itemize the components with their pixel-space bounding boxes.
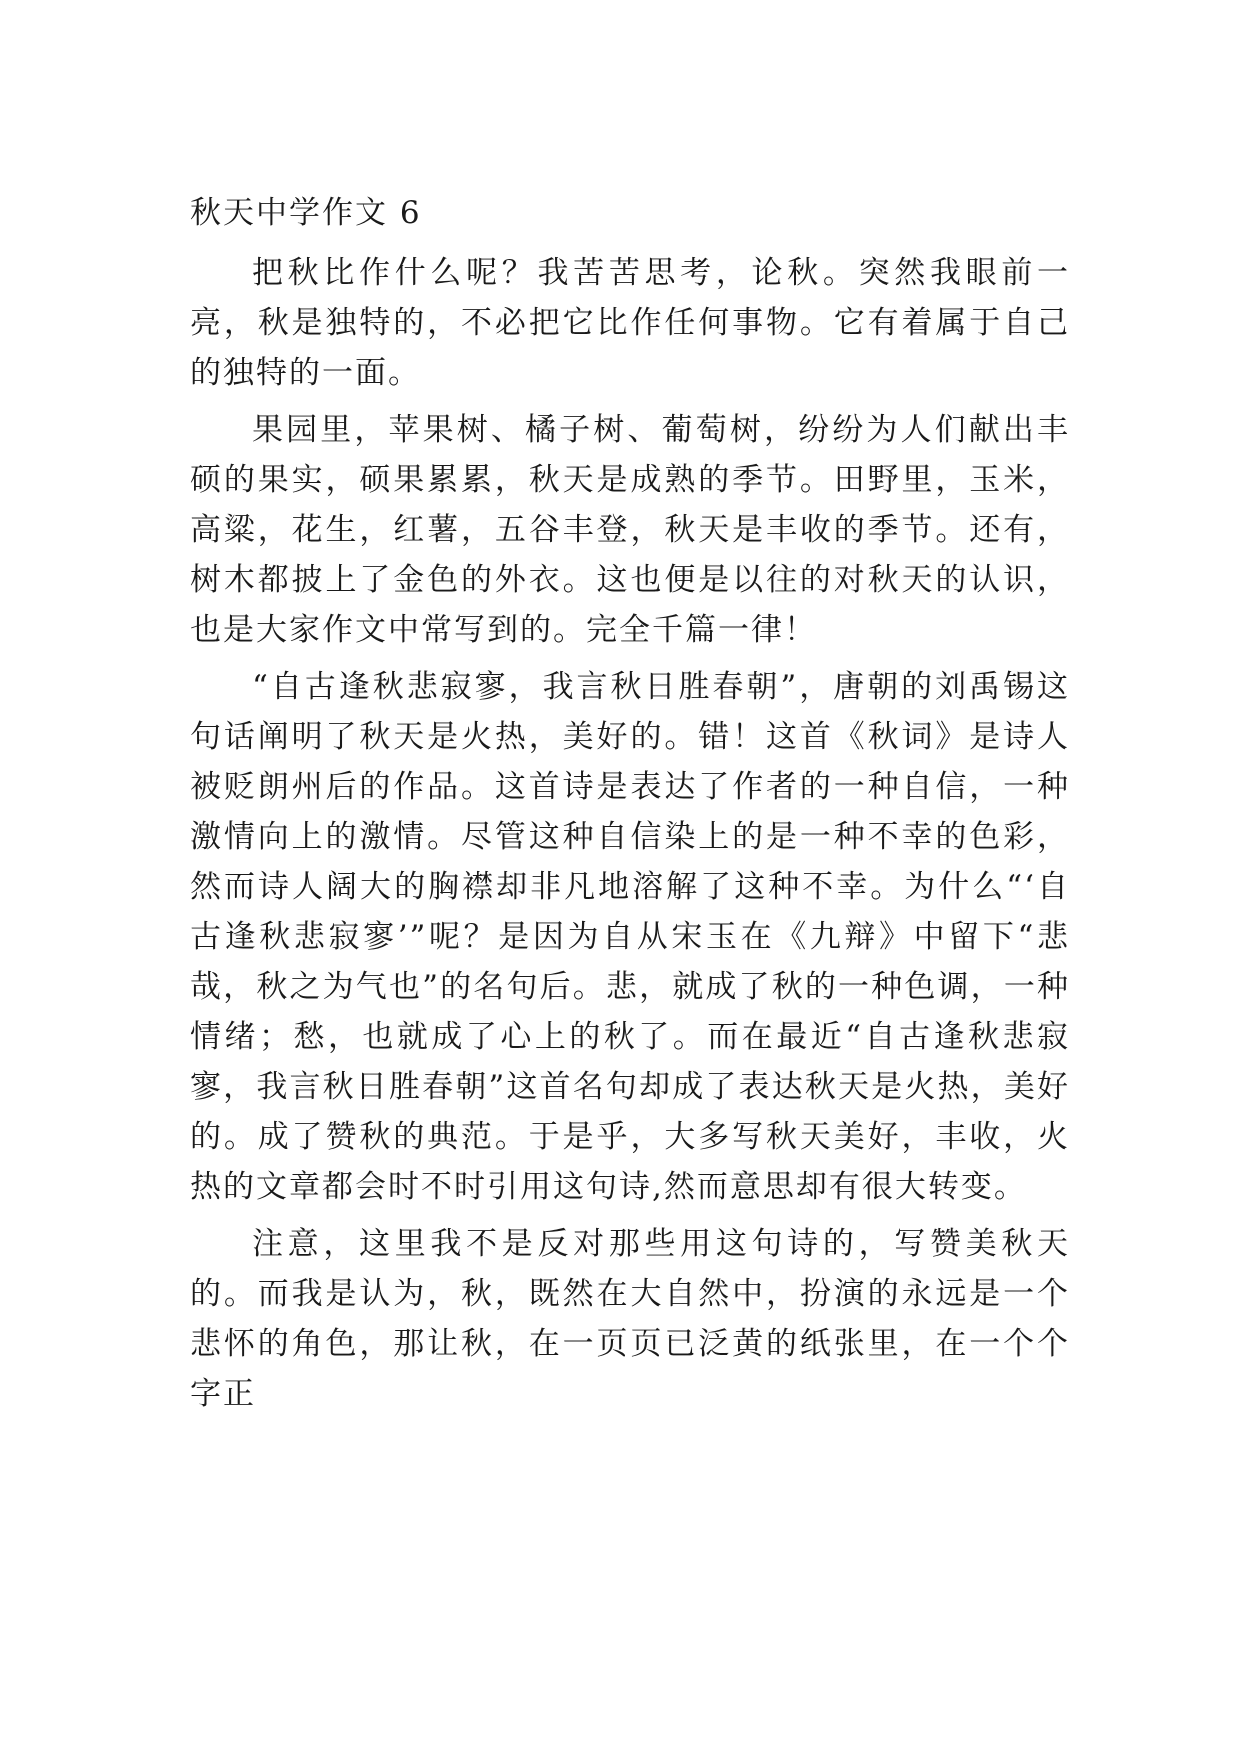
document-page [190, 196, 1070, 1426]
paragraph-4: 注意，这里我不是反对那些用这句诗的，写赞美秋天的。而我是认为，秋，既然在大自然中，扮演的永远是一个悲怀的角色，那让秋，在一页页已泛黄的纸张里，在一个个字正 [190, 1226, 1070, 1412]
paragraph-1: 把秋比作什么呢？我苦苦思考，论秋。突然我眼前一亮，秋是独特的，不必把它比作任何事物。它有着属于自己的独特的一面。 [190, 255, 1070, 391]
paragraph-3: “自古逢秋悲寂寥，我言秋日胜春朝”，唐朝的刘禹锡这句话阐明了秋天是火热，美好的。错！这首《秋词》是诗人被贬朗州后的作品。这首诗是表达了作者的一种自信，一种激情向上的激情。尽管这种自信染上的是一种不幸的色彩，然而诗人阔大的胸襟却非凡地溶解了这种不幸。为什么“‘自古逢秋悲寂寥’”呢？是因为自从宋玉在《九辩》中留下“悲哉，秋之为气也”的名句后。悲，就成了秋的一种色调，一种情绪；愁，也就成了心上的秋了。而在最近“自古逢秋悲寂寥，我言秋日胜春朝”这首名句却成了表达秋天是火热，美好的。成了赞秋的典范。于是乎，大多写秋天美好，丰收，火热的文章都会时不时引用这句诗,然而意思却有很大转变。 [190, 669, 1070, 1205]
document-title: 秋天中学作文 6 [190, 195, 422, 231]
paragraph-2: 果园里，苹果树、橘子树、葡萄树，纷纷为人们献出丰硕的果实，硕果累累，秋天是成熟的季节。田野里，玉米，高粱，花生，红薯，五谷丰登，秋天是丰收的季节。还有，树木都披上了金色的外衣。这也便是以往的对秋天的认识，也是大家作文中常写到的。完全千篇一律！ [190, 412, 1070, 648]
